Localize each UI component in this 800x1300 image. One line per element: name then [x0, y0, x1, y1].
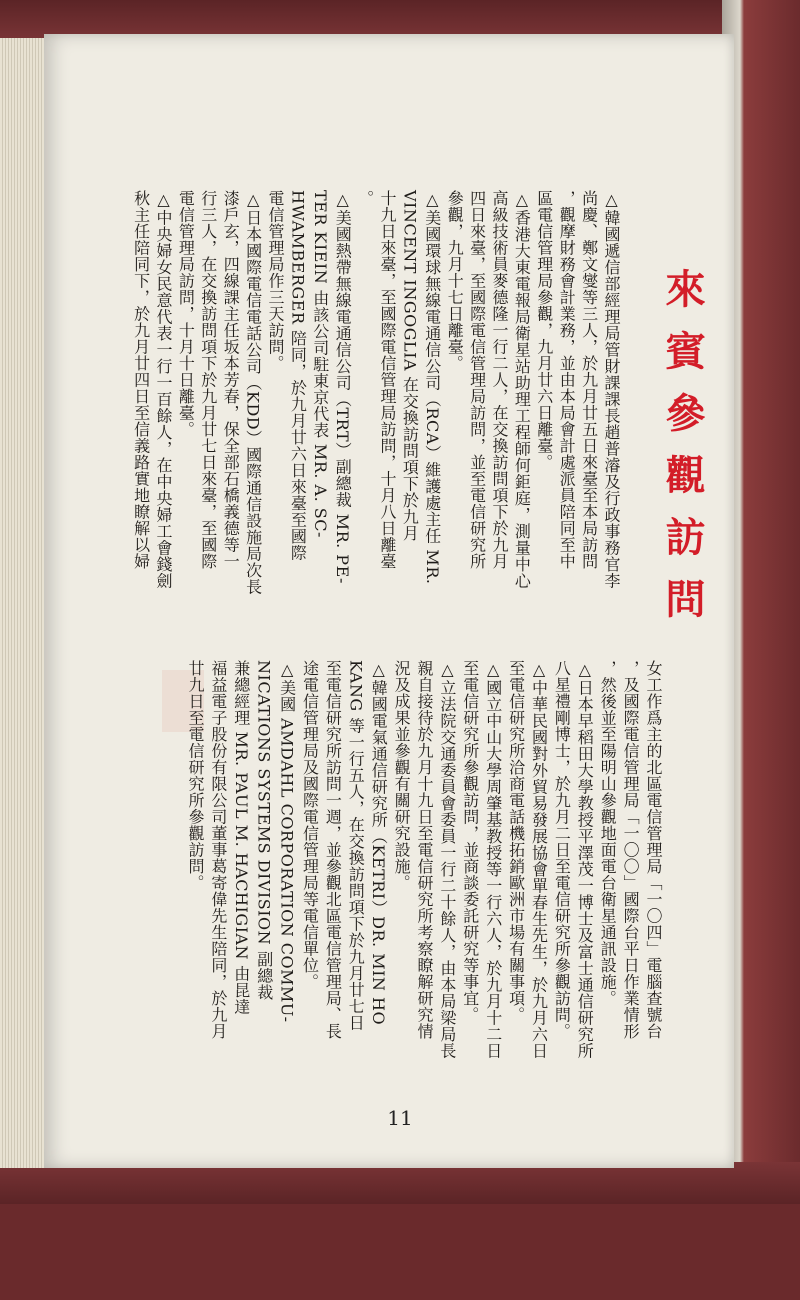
- page-title: 來賓參觀訪問: [659, 268, 705, 640]
- text-column: △韓國電氣通信研究所（KETRI）DR. MIN HO: [369, 660, 389, 1026]
- text-column: 區電信管理局參觀，九月廿六日離臺。: [534, 190, 554, 471]
- text-column: ，及國際電信管理局「一〇〇」國際台平日作業情形: [621, 660, 641, 1040]
- text-column: 親自接待於九月十九日至電信研究所考察瞭解研究情: [415, 660, 434, 1040]
- text-column: △美國環球無線電通信公司（RCA）維護處主任 MR.: [422, 190, 442, 585]
- text-column: 至電信研究所洽商電話機拓銷歐洲市場有關事項。: [506, 660, 526, 1023]
- text-column: 福益電子股份有限公司董事葛寄偉先生陪同，於九月: [208, 660, 228, 1040]
- text-column: VINCENT INGOGLIA 在交換訪問項下於九月: [400, 190, 420, 542]
- text-column: NICATIONS SYSTEMS DIVISION 副總裁: [254, 660, 274, 1001]
- text-column: 行三人，在交換訪問項下於九月廿七日來臺，至國際: [198, 190, 218, 570]
- text-column: 女工作爲主的北區電信管理局「一〇四」電腦查號台: [644, 660, 663, 1040]
- text-column: 兼總經理 MR. PAUL M. HACHIGIAN 由昆達: [231, 660, 251, 1016]
- text-column: 。: [355, 190, 375, 207]
- text-column: △美國熱帶無線電通信公司（TRT）副總裁 MR. PE-: [333, 190, 353, 584]
- page-number: 11: [387, 1106, 413, 1130]
- text-column: 廿九日至電信研究所參觀訪問。: [186, 660, 205, 891]
- text-column: ，觀摩財務會計業務，並由本局會計處派員陪同至中: [557, 190, 577, 570]
- text-column: 電信管理局訪問，十月十日離臺。: [176, 190, 196, 438]
- text-column: 高級技術員麥德隆一行二人，在交換訪問項下於九月: [490, 190, 509, 570]
- text-column: △中央婦女民意代表一行一百餘人，在中央婦工會錢劍: [154, 190, 173, 589]
- text-column: △日本國際電信電話公司（KDD）國際通信設施局次長: [243, 190, 263, 596]
- text-column: 至電信研究所訪問一週，並參觀北區電信管理局、長: [323, 660, 343, 1040]
- text-column: △韓國遞信部經理局管財課課長趙普濬及行政事務官李: [602, 190, 621, 589]
- text-column: 尚慶、鄭文燮等三人，於九月廿五日來臺至本局訪問: [579, 190, 599, 570]
- text-column: 電信管理局作三天訪問。: [266, 190, 285, 372]
- text-column: 漆戶玄，四線課主任坂本芳春，保全部石橋義德等一: [221, 190, 241, 570]
- text-column: △美國 AMDAHL CORPORATION COMMU-: [277, 660, 297, 1023]
- text-column: 途電信管理局及國際電信管理局等電信單位。: [300, 660, 320, 990]
- text-column: ，然後並至陽明山參觀地面電台衛星通訊設施。: [598, 660, 618, 1007]
- text-column: △日本早稻田大學教授平澤茂一博士及富士通信研究所: [575, 660, 595, 1059]
- text-column: 十九日來臺，至國際電信管理局訪問，十月八日離臺: [378, 190, 397, 570]
- text-column: 四日來臺，至國際電信管理局訪問，並至電信研究所: [467, 190, 487, 570]
- text-column: △國立中山大學周肇基教授等一行六人，於九月十二日: [483, 660, 503, 1059]
- text-column: △中華民國對外貿易發展協會單春生先生，於九月六日: [529, 660, 549, 1059]
- text-column: TER KIEIN 由該公司駐東京代表 MR. A. SC-: [310, 190, 330, 538]
- text-column: 況及成果並參觀有關研究設施。: [392, 660, 412, 891]
- text-column: △立法院交通委員會委員一行二十餘人，由本局梁局長: [437, 660, 457, 1059]
- text-column: 參觀，九月十七日離臺。: [445, 190, 465, 372]
- text-column: 秋主任陪同下，於九月廿四日至信義路實地瞭解以婦: [131, 190, 151, 570]
- text-column: 至電信研究所參觀訪問，並商談委託研究等事宜。: [460, 660, 480, 1023]
- text-column: △香港大東電報局衛星站助理工程師何鉅庭，測量中心: [512, 190, 532, 589]
- text-column: HWAMBERGER 陪同，於九月廿六日來臺至國際: [288, 190, 308, 562]
- text-column: KANG 等一行五人，在交換訪問項下於九月廿七日: [346, 660, 366, 1031]
- text-column: 八星禮剛博士，於九月二日至電信研究所參觀訪問。: [552, 660, 572, 1040]
